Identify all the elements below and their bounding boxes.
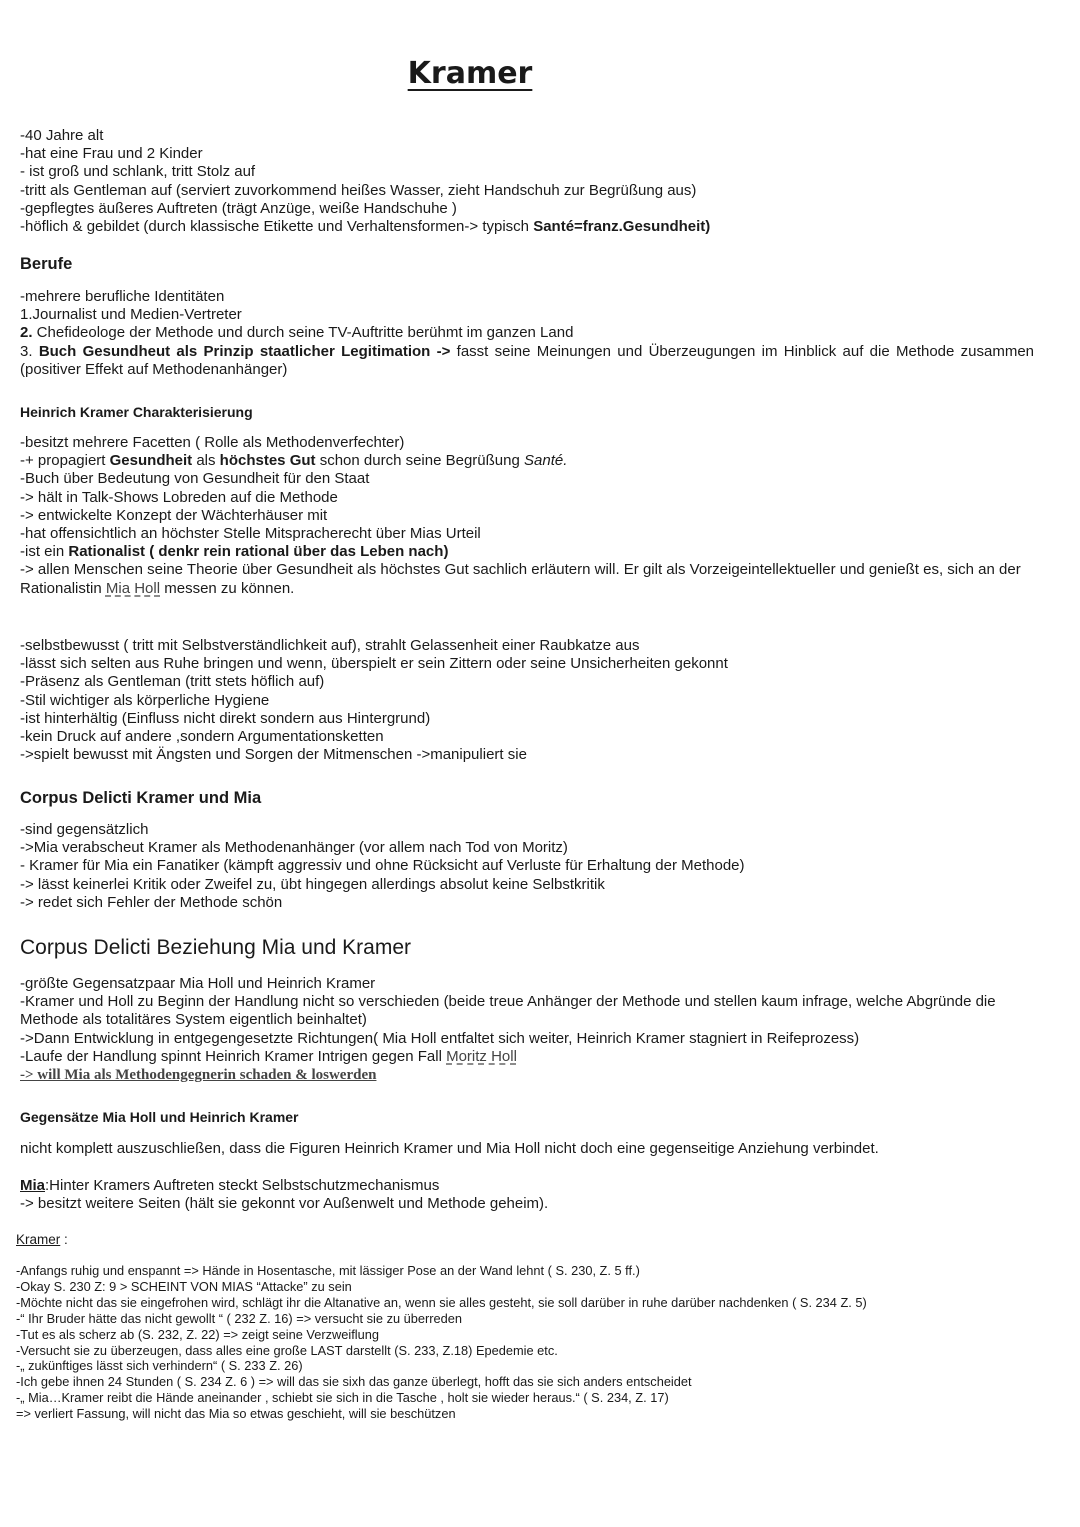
list-item: -„ Mia…Kramer reibt die Hände aneinander , schiebt sie sich in die Tasche , holt sie wieder heraus.“ ( S. 234, Z. 17) [16,1390,669,1406]
corpus1-list [20,821,1034,912]
list-item [20,1066,1034,1084]
list-item: -Tut es als scherz ab (S. 232, Z. 22) => zeigt seine Verzweiflung [16,1326,379,1342]
kramer-label: Kramer : [16,1232,68,1247]
list-item: -sind gegensätzlich [20,821,149,838]
mia-holl-link[interactable]: Mia Holl [105,579,161,597]
kramer-notes-list [16,1263,1040,1422]
list-item: -hat offensichtlich an höchster Stelle Mitspracherecht über Mias Urteil [20,525,481,543]
list-item: ->Dann Entwicklung in entgegengesetzte Richtungen( Mia Holl entfaltet sich weiter, Heinrich Kramer stagniert in Reifeprozess) [20,1029,860,1047]
list-item: -Ich gebe ihnen 24 Stunden ( S. 234 Z. 6 ) => will das sie sixh das ganze überlegt, hofft das sie sich anders entscheidet [16,1374,692,1390]
list-item: -“ Ihr Bruder hätte das nicht gewollt “ ( 232 Z. 16) => versucht sie zu überreden [16,1310,462,1326]
corpus2-list [20,975,1034,1084]
list-item: -Präsenz als Gentleman (tritt stets höflich auf) [20,673,325,691]
list-item: ->Mia verabscheut Kramer als Methodenanhänger (vor allem nach Tod von Moritz) [20,839,568,857]
charakter-list [20,434,1034,598]
list-item: -lässt sich selten aus Ruhe bringen und wenn, überspielt er sein Zittern oder seine Unsicherheiten gekonnt [20,655,728,673]
list-item: -Möchte nicht das sie eingefrohen wird, schlägt ihr die Altanative an, wenn sie alles gesteht, sie soll darüber in ruhe darüber nachdenken ( S. 234 Z. 5) [16,1294,867,1310]
moritz-holl-link[interactable]: Moritz Holl [446,1047,517,1065]
list-item: -Stil wichtiger als körperliche Hygiene [20,691,270,709]
list-item: -ist hinterhältig (Einfluss nicht direkt sondern aus Hintergrund) [20,709,431,727]
list-item: -Versucht sie zu überzeugen, dass alles eine große LAST darstellt (S. 233, Z.18) Epedemie etc. [16,1342,558,1358]
list-item: -„ zukünftiges lässt sich verhindern“ ( S. 233 Z. 26) [16,1358,303,1374]
list-item: Mia:Hinter Kramers Auftreten steckt Selbstschutzmechanismus [20,1177,440,1194]
list-item: -höflich & gebildet (durch klassische Etikette und Verhaltensformen-> typisch Santé=franz.Gesundheit) [20,218,711,236]
list-item: -selbstbewusst ( tritt mit Selbstverständlichkeit auf), strahlt Gelassenheit einer Raubkatze aus [20,637,640,654]
list-item: -größte Gegensatzpaar Mia Holl und Heinrich Kramer [20,975,376,992]
gegensaetze-intro: nicht komplett auszuschließen, dass die Figuren Heinrich Kramer und Mia Holl nicht doch eine gegenseitige Anziehung verbindet. [20,1140,879,1157]
list-item: -Anfangs ruhig und enspannt => Hände in Hosentasche, mit lässiger Pose an der Wand lehnt ( S. 230, Z. 5 ff.) [16,1263,640,1278]
list-item: -40 Jahre alt [20,127,104,144]
list-item: -tritt als Gentleman auf (serviert zuvorkommend heißes Wasser, zieht Handschuh zur Begrüßung aus) [20,181,697,199]
list-item: 2. Chefideologe der Methode und durch seine TV-Auftritte berühmt im ganzen Land [20,324,574,342]
list-item: - Kramer für Mia ein Fanatiker (kämpft aggressiv und ohne Rücksicht auf Verluste für Erhaltung der Methode) [20,857,745,875]
list-item: -ist ein Rationalist ( denkr rein rational über das Leben nach) [20,543,449,561]
list-item: -Kramer und Holl zu Beginn der Handlung nicht so verschieden (beide treue Anhänger der Methode und stellen kaum infrage, welche Abgründe die Methode als totalitäres System eigentlich beinhaltet) [20,993,996,1029]
list-item: => verliert Fassung, will nicht das Mia so etwas geschieht, will sie beschützen [16,1406,456,1422]
list-item: - ist groß und schlank, tritt Stolz auf [20,163,256,181]
list-item: -Okay S. 230 Z: 9 > SCHEINT VON MIAS “Attacke” zu sein [16,1278,352,1294]
list-item: -mehrere berufliche Identitäten [20,288,225,305]
methodengegnerin-link[interactable]: -> will Mia als Methodengegnerin schaden & loswerden [20,1067,377,1084]
list-item: 3. Buch Gesundheut als Prinzip staatlicher Legitimation -> fasst seine Meinungen und Überzeugungen im Hinblick auf die Methode zusammen (positiver Effekt auf Methodenanhänger) [20,342,1035,378]
list-item: 1.Journalist und Medien-Vertreter [20,306,242,324]
list-item: -> lässt keinerlei Kritik oder Zweifel zu, übt hingegen allerdings absolut keine Selbstkritik [20,875,605,893]
list-item: -+ propagiert Gesundheit als höchstes Gut schon durch seine Begrüßung Santé. [20,452,568,470]
list-item: -> hält in Talk-Shows Lobreden auf die Methode [20,488,338,506]
heading-berufe: Berufe [20,255,73,273]
page-title: Kramer [407,56,533,91]
list-item: ->spielt bewusst mit Ängsten und Sorgen der Mitmenschen ->manipuliert sie [20,746,527,764]
list-item: -kein Druck auf andere ,sondern Argumentationsketten [20,728,384,746]
heading-gegensaetze: Gegensätze Mia Holl und Heinrich Kramer [20,1109,299,1125]
list-item: -Laufe der Handlung spinnt Heinrich Kramer Intrigen gegen Fall Moritz Holl [20,1047,517,1065]
berufe-list [20,288,1034,379]
list-item: -> redet sich Fehler der Methode schön [20,893,283,911]
traits-list [20,637,1034,764]
list-item: -besitzt mehrere Facetten ( Rolle als Methodenverfechter) [20,434,405,451]
list-item: -> entwickelte Konzept der Wächterhäuser mit [20,506,328,524]
heading-corpus-kramer-mia: Corpus Delicti Kramer und Mia [20,789,262,807]
mia-block [20,1177,1034,1213]
intro-list [20,127,1034,236]
list-item: -gepflegtes äußeres Auftreten (trägt Anzüge, weiße Handschuhe ) [20,199,457,217]
heading-corpus-beziehung: Corpus Delicti Beziehung Mia und Kramer [20,936,412,959]
list-item: -hat eine Frau und 2 Kinder [20,145,203,163]
heading-charakterisierung: Heinrich Kramer Charakterisierung [20,404,253,420]
list-item: -> besitzt weitere Seiten (hält sie gekonnt vor Außenwelt und Methode geheim). [20,1195,549,1213]
list-item: -Buch über Bedeutung von Gesundheit für den Staat [20,470,370,488]
list-item: -> allen Menschen seine Theorie über Gesundheit als höchstes Gut sachlich erläutern will. Er gilt als Vorzeigeintellektueller und genießt es, sich an der Rationalistin Mia Holl messen zu können. [20,561,1021,597]
